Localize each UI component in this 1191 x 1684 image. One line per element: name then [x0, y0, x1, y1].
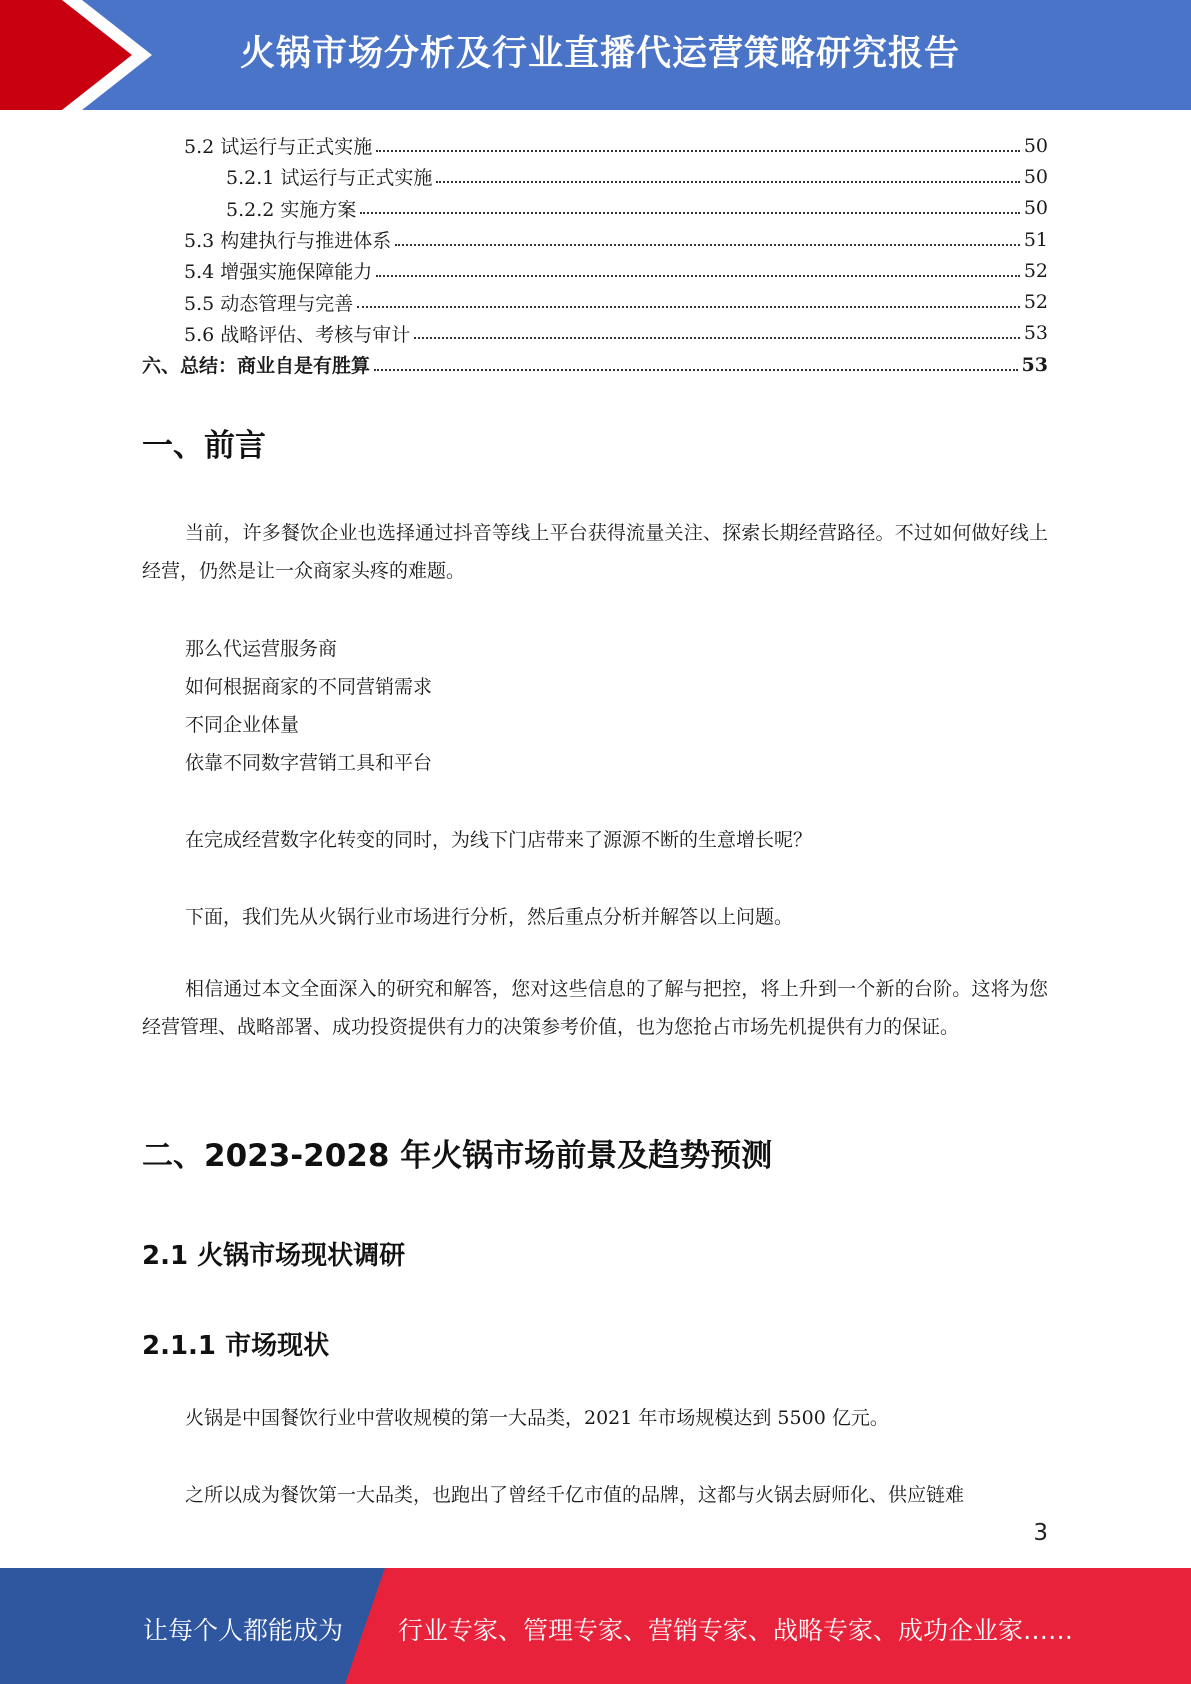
- toc-entry[interactable]: [142, 224, 1048, 255]
- toc-entry-label: 5.2.2 实施方案: [226, 195, 358, 222]
- table-of-contents: [142, 130, 1048, 380]
- preface-line: 那么代运营服务商: [185, 638, 338, 660]
- toc-entry-label: 5.2.1 试运行与正式实施: [226, 163, 434, 190]
- toc-entry[interactable]: [142, 130, 1048, 161]
- toc-entry-label: 5.3 构建执行与推进体系: [184, 226, 393, 253]
- heading-section-2: 二、2023-2028 年火锅市场前景及趋势预测: [142, 1138, 773, 1174]
- preface-line: 依靠不同数字营销工具和平台: [185, 752, 433, 774]
- toc-entry-page: 51: [1023, 228, 1048, 251]
- toc-entry-label: 5.5 动态管理与完善: [184, 289, 355, 316]
- toc-leader-dots: [414, 337, 1020, 339]
- toc-entry-page: 50: [1023, 197, 1048, 220]
- preface-paragraph-1: 当前，许多餐饮企业也选择通过抖音等线上平台获得流量关注、探索长期经营路径。不过如何做好线上经营，仍然是让一众商家头疼的难题。: [142, 522, 1048, 582]
- heading-preface: 一、前言: [142, 428, 266, 464]
- footer-slogan-right: 行业专家、管理专家、营销专家、战略专家、成功企业家……: [398, 1616, 1074, 1645]
- toc-entry-label: 5.4 增强实施保障能力: [184, 257, 374, 284]
- toc-entry-page: 53: [1021, 353, 1048, 376]
- toc-entry-page: 50: [1023, 134, 1048, 157]
- toc-leader-dots: [376, 150, 1020, 152]
- footer-slogan-left: 让每个人都能成为: [143, 1616, 344, 1645]
- market-paragraph-1: 火锅是中国餐饮行业中营收规模的第一大品类，2021 年市场规模达到 5500 亿元。: [185, 1407, 889, 1429]
- preface-paragraph-4: 相信通过本文全面深入的研究和解答，您对这些信息的了解与把控，将上升到一个新的台阶。这将为您经营管理、战略部署、成功投资提供有力的决策参考价值，也为您抢占市场先机提供有力的保证。: [142, 978, 1048, 1038]
- toc-leader-dots: [374, 369, 1018, 371]
- preface-line: 不同企业体量: [185, 714, 300, 736]
- toc-leader-dots: [395, 244, 1020, 246]
- market-paragraph-2: 之所以成为餐饮第一大品类，也跑出了曾经千亿市值的品牌，这都与火锅去厨师化、供应链难: [185, 1484, 965, 1506]
- toc-entry[interactable]: [142, 193, 1048, 224]
- toc-entry[interactable]: [142, 318, 1048, 349]
- header-title: 火锅市场分析及行业直播代运营策略研究报告: [240, 34, 961, 74]
- toc-entry[interactable]: [142, 161, 1048, 192]
- toc-entry-chapter[interactable]: [142, 349, 1048, 380]
- heading-section-2-1: 2.1 火锅市场现状调研: [142, 1241, 406, 1271]
- toc-entry[interactable]: [142, 286, 1048, 317]
- toc-entry-label: 5.2 试运行与正式实施: [184, 132, 374, 159]
- toc-entry[interactable]: [142, 255, 1048, 286]
- toc-entry-label: 六、总结：商业自是有胜算: [142, 351, 372, 378]
- toc-leader-dots: [436, 181, 1019, 183]
- toc-entry-label: 5.6 战略评估、考核与审计: [184, 320, 412, 347]
- page-number: 3: [1033, 1520, 1048, 1546]
- header-arrow-decoration: [0, 0, 240, 110]
- page-header: [0, 0, 1191, 110]
- toc-leader-dots: [376, 275, 1020, 277]
- preface-paragraph-3: 下面，我们先从火锅行业市场进行分析，然后重点分析并解答以上问题。: [185, 906, 794, 928]
- preface-line: 如何根据商家的不同营销需求: [185, 676, 433, 698]
- page-footer: [0, 1568, 1191, 1684]
- toc-entry-page: 52: [1023, 291, 1048, 314]
- toc-leader-dots: [360, 212, 1019, 214]
- heading-section-2-1-1: 2.1.1 市场现状: [142, 1331, 330, 1361]
- toc-entry-page: 50: [1023, 165, 1048, 188]
- toc-entry-page: 53: [1023, 322, 1048, 345]
- toc-entry-page: 52: [1023, 259, 1048, 282]
- toc-leader-dots: [357, 306, 1020, 308]
- preface-paragraph-2: 在完成经营数字化转变的同时，为线下门店带来了源源不断的生意增长呢？: [185, 829, 813, 851]
